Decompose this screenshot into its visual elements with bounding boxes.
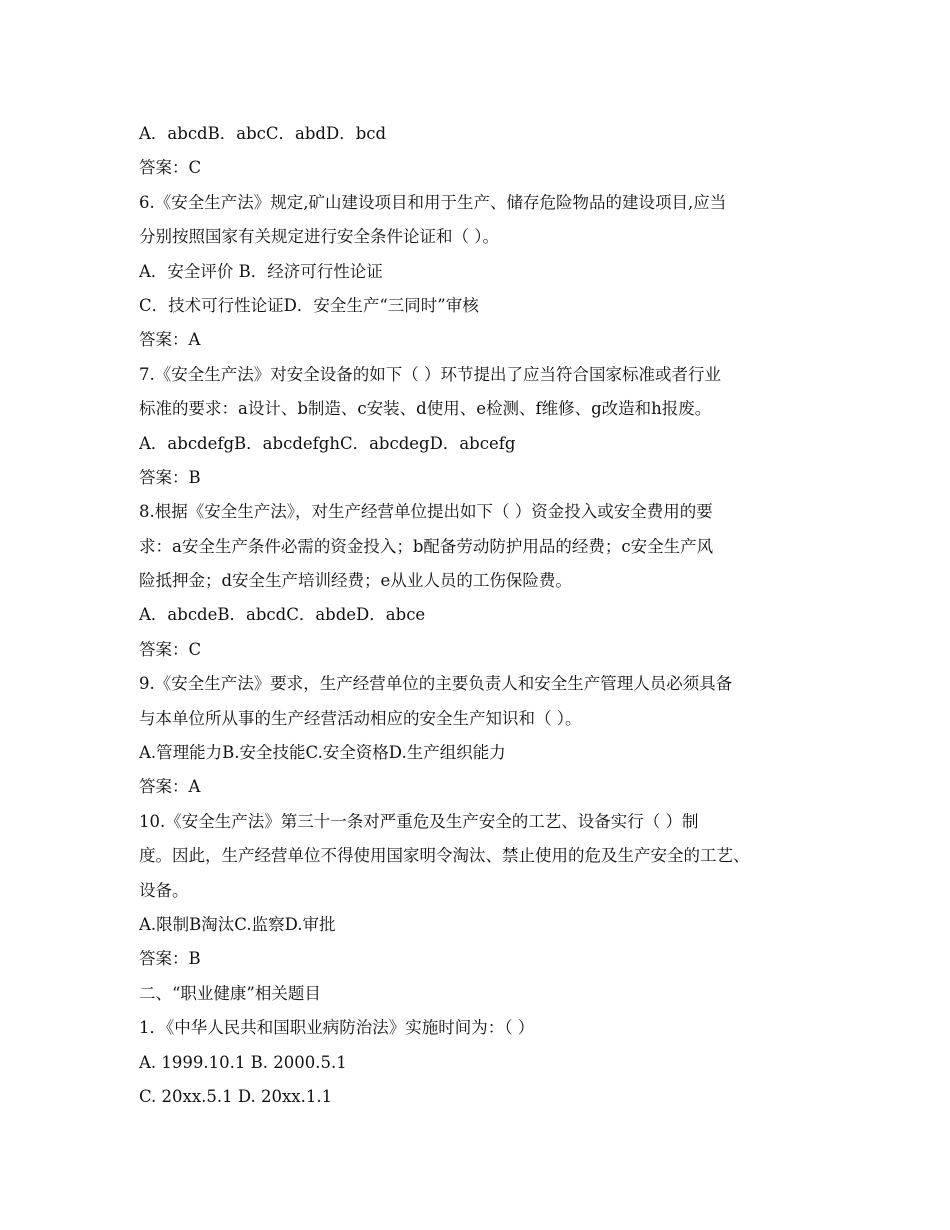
answer-options-q1-line-2: C. 20xx.5.1 D. 20xx.1.1	[139, 1086, 333, 1106]
answer-q5: 答案：C	[139, 158, 202, 178]
question-7-line-1: 7.《安全生产法》对安全设备的如下（ ）环节提出了应当符合国家标准或者行业	[139, 364, 721, 384]
question-10-line-2: 度。因此，生产经营单位不得使用国家明令淘汰、禁止使用的危及生产安全的工艺、	[139, 846, 750, 866]
answer-q9: 答案：A	[139, 777, 201, 797]
answer-options-q5: A．abcdB．abcC．abdD．bcd	[139, 124, 387, 143]
answer-q7: 答案：B	[139, 467, 201, 487]
answer-options-q6-line-2: C．技术可行性论证D．安全生产“三同时”审核	[139, 295, 479, 315]
question-6-line-2: 分别按照国家有关规定进行安全条件论证和（ ）。	[139, 227, 499, 247]
question-10-line-3: 设备。	[139, 880, 189, 900]
answer-options-q1-line-1: A. 1999.10.1 B. 2000.5.1	[139, 1052, 347, 1072]
question-10-line-1: 10.《安全生产法》第三十一条对严重危及生产安全的工艺、设备实行（ ）制	[139, 811, 699, 831]
answer-options-q9: A.管理能力B.安全技能C.安全资格D.生产组织能力	[139, 743, 506, 763]
question-8-line-1: 8.根据《安全生产法》，对生产经营单位提出如下（ ）资金投入或安全费用的要	[139, 502, 713, 522]
answer-options-q6-line-1: A．安全评价 B．经济可行性论证	[139, 261, 383, 281]
question-9-line-2: 与本单位所从事的生产经营活动相应的安全生产知识和（ ）。	[139, 708, 582, 728]
question-7-line-2: 标准的要求：a设计、b制造、c安装、d使用、e检测、f维修、g改造和h报废。	[139, 399, 712, 419]
question-9-line-1: 9.《安全生产法》要求，生产经营单位的主要负责人和安全生产管理人员必须具备	[139, 674, 733, 694]
document-body	[139, 117, 839, 1114]
section-heading: 二、“职业健康”相关题目	[139, 983, 321, 1003]
answer-options-q10: A.限制B淘汰C.监察D.审批	[139, 914, 336, 934]
question-6-line-1: 6.《安全生产法》规定,矿山建设项目和用于生产、储存危险物品的建设项目,应当	[139, 192, 727, 212]
answer-q8: 答案：C	[139, 639, 202, 659]
answer-options-q8: A．abcdeB．abcdC．abdeD．abce	[139, 605, 426, 625]
answer-q10: 答案：B	[139, 949, 201, 969]
answer-options-q7: A．abcdefgB．abcdefghC．abcdegD．abcefg	[139, 433, 516, 453]
question-1-line-1: 1．《中华人民共和国职业病防治法》实施时间为：（ ）	[139, 1018, 535, 1038]
question-8-line-2: 求：a安全生产条件必需的资金投入；b配备劳动防护用品的经费；c安全生产风	[139, 536, 714, 556]
question-8-line-3: 险抵押金；d安全生产培训经费；e从业人员的工伤保险费。	[139, 571, 572, 591]
answer-q6: 答案：A	[139, 330, 201, 350]
